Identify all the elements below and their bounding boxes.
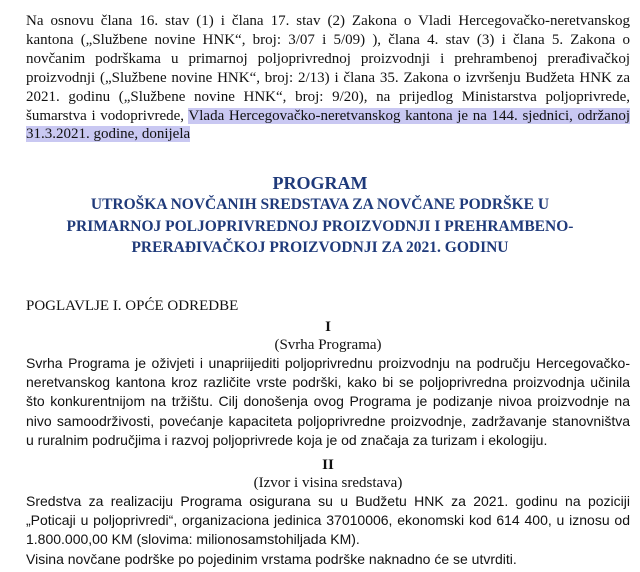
intro-paragraph [26, 12, 630, 144]
section-2 [26, 456, 630, 569]
intro-highlighted-text: Vlada Hercegovačko-neretvanskog kantona je na 144. sjednici, održanoj 31.3.2021. godine, donijela [26, 107, 630, 143]
intro-text: Na osnovu člana 16. stav (1) i člana 17. stav (2) Zakona o Vladi Hercegovačko-neretvanskog kantona („Službene novine HNK“, broj: 3/07 i 5/09) ), člana 4. stav (3) i člana 5. Zakona o novčanim podrškama u primarnoj poljoprivrednoj proizvodnji i prehrambenoj prerađivačkoj proizvodnji („Službene novine HNK“, broj: 2/13) i člana 35. Zakona o izvršenju Budžeta HNK za 2021. godinu („Službene novine HNK“, broj: 9/20), na prijedlog Ministarstva poljoprivrede, šumarstva i vodoprivrede, [26, 13, 630, 124]
section-2-text: Sredstva za realizaciju Programa osigurana su u Budžetu HNK za 2021. godinu na poziciji „Poticaji u poljoprivredi“, organizaciona jedinica 37010006, ekonomski kod 614 400, u iznosu od 1.800.000,00 KM (slovima: milionosamstohiljada KM). [26, 493, 630, 548]
section-1 [26, 318, 630, 450]
section-2-label: (Izvor i visina sredstava) [253, 475, 403, 491]
section-2-note: Visina novčane podrške po pojedinim vrstama podrške naknadno će se utvrditi. [26, 550, 517, 567]
section-1-text: Svrha Programa je oživjeti i unapriijediti poljoprivrednu proizvodnju na području Hercegovačko-neretvanskog kantona kroz različite vrste podrški, kako bi se poljoprivredna proizvodnja učinila što konkurentnijom na tržištu. Cilj donošenja ovog Programa je podizanje nivoa proizvodnje na nivo samoodrživosti, povećanje kapaciteta poljoprivredne proizvodnje, zadržavanje stanovništva u ruralnim područjima i razvoj poljoprivrede koja je od značaja za turizam i ekologiju. [26, 355, 630, 448]
program-title: PROGRAM [272, 173, 368, 193]
section-1-number: I [325, 319, 331, 335]
program-title-block [0, 172, 640, 259]
section-2-number: II [322, 457, 334, 473]
program-subtitle: UTROŠKA NOVČANIH SREDSTAVA ZA NOVČANE PODRŠKE U PRIMARNOJ POLJOPRIVREDNOJ PROIZVODNJI I PREHRAMBENO-PRERAĐIVAČKOJ PROIZVODNJI ZA 2021. GODINU [66, 196, 574, 256]
chapter-heading: POGLAVLJE I. OPĆE ODREDBE [26, 298, 239, 314]
section-1-label: (Svrha Programa) [274, 337, 382, 353]
